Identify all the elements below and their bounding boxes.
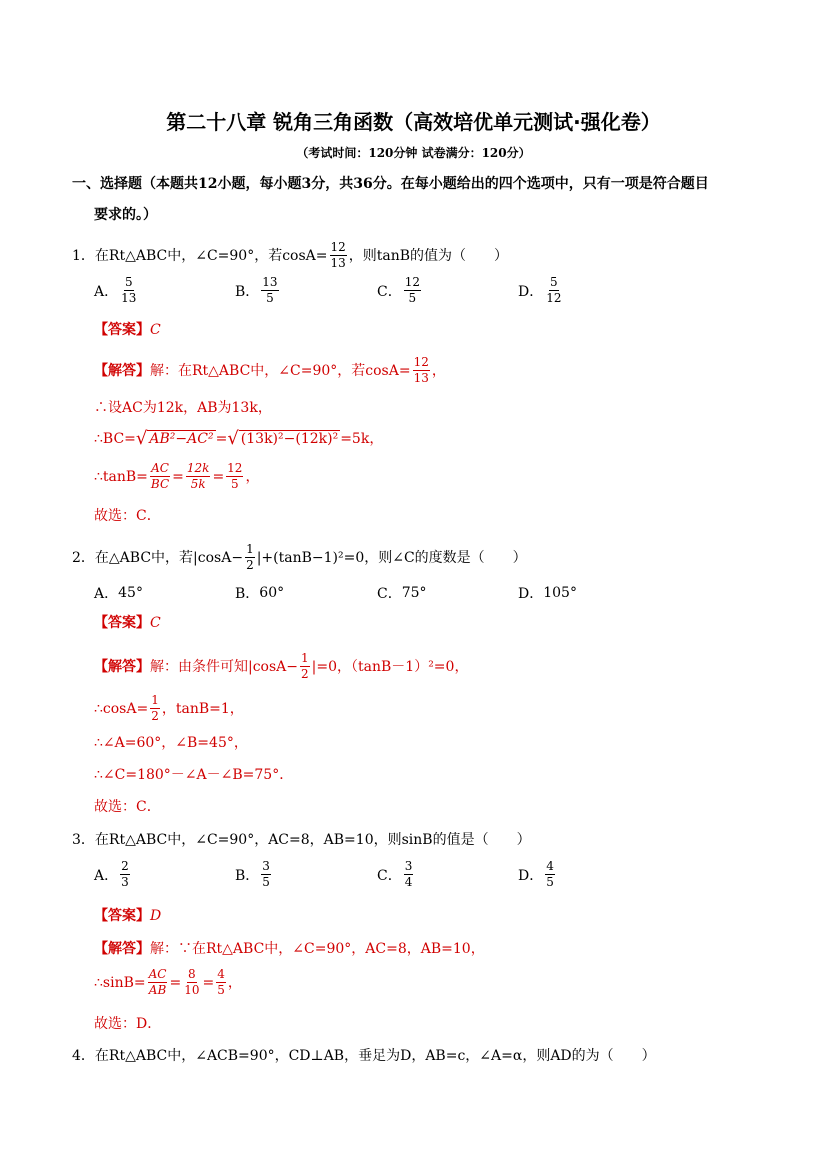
q1-option-c[interactable]	[377, 276, 423, 305]
option-label: C．	[377, 867, 402, 884]
solution-fraction	[186, 462, 211, 491]
q1-stem	[72, 241, 508, 270]
sqrt-sign: √	[227, 428, 239, 449]
solution-text: ，tanB=1，	[161, 700, 244, 717]
option-label: A．	[94, 586, 119, 602]
q2-option-d[interactable]	[518, 583, 577, 603]
sqrt-sign: √	[135, 428, 148, 449]
q3-conclusion: 故选：D．	[94, 1016, 162, 1032]
explain-tag: 【解答】	[94, 362, 150, 379]
frac-den: 12	[546, 291, 562, 305]
solution-text: 解：由条件可知|cosA−	[150, 658, 299, 675]
frac-num: 2	[121, 859, 129, 873]
frac-num: 12	[330, 240, 346, 254]
option-fraction	[261, 276, 278, 305]
sqrt-radicand: (13k)²−(12k)²	[240, 431, 339, 447]
solution-text: =5k，	[340, 431, 384, 447]
frac-num: 12k	[186, 461, 210, 475]
solution-fraction	[413, 356, 430, 385]
option-fraction	[120, 276, 137, 305]
solution-text: ，	[431, 362, 446, 379]
q3-solution-line1	[94, 940, 485, 958]
q1-solution-line1	[94, 356, 446, 385]
solution-text: ∴cosA=	[94, 700, 149, 717]
frac-num: 5	[550, 275, 558, 289]
answer-value: C	[150, 322, 161, 338]
answer-value: D	[150, 908, 162, 924]
q2-stem-part2: |+(tanB−1)²=0，则∠C的度数是（ ）	[256, 549, 527, 566]
solution-text: ，	[227, 974, 242, 991]
frac-num: 1	[301, 651, 309, 665]
option-label: B．	[235, 283, 260, 300]
explain-tag: 【解答】	[94, 658, 150, 675]
q1-stem-part1: 1．在Rt△ABC中，∠C=90°，若cosA=	[72, 247, 328, 264]
q2-stem-part1: 2．在△ABC中，若|cosA−	[72, 549, 244, 566]
frac-den: 5	[217, 983, 225, 997]
option-label: D．	[518, 586, 544, 602]
frac-den: 2	[151, 709, 159, 723]
q1-answer	[94, 321, 161, 339]
sqrt-expression	[136, 430, 216, 448]
frac-den: 3	[121, 875, 129, 889]
solution-text: ∴tanB=	[94, 468, 148, 485]
frac-num: 3	[404, 859, 413, 873]
q3-option-b[interactable]	[235, 860, 273, 889]
solution-text: ∴BC=	[94, 431, 136, 447]
frac-den: 2	[246, 558, 254, 572]
section-heading-cont: 要求的。）	[94, 207, 157, 223]
q3-option-d[interactable]	[518, 860, 557, 889]
solution-text: =	[169, 974, 182, 991]
solution-text: =	[212, 468, 225, 485]
q1-option-b[interactable]	[235, 276, 281, 305]
frac-den: 4	[404, 875, 413, 889]
q2-stem	[72, 543, 527, 572]
frac-den: 5	[262, 875, 270, 889]
frac-num: 3	[262, 859, 270, 873]
q1-conclusion: 故选：C．	[94, 508, 161, 524]
frac-den: 5	[230, 477, 239, 491]
frac-num: 12	[413, 355, 429, 369]
page-title: 第二十八章 锐角三角函数（高效培优单元测试·强化卷）	[166, 110, 661, 134]
option-fraction	[120, 860, 130, 889]
q3-answer	[94, 907, 161, 925]
frac-den: 13	[330, 256, 346, 270]
q1-option-a[interactable]	[94, 276, 139, 305]
q3-option-c[interactable]	[377, 860, 415, 889]
option-label: D．	[518, 283, 544, 300]
option-fraction	[404, 276, 421, 305]
frac-den: 5	[266, 291, 274, 305]
q1-solution-line2: ∴设AC为12k，AB为13k，	[94, 400, 272, 416]
frac-num: 5	[124, 275, 133, 289]
q1-solution-line3	[94, 430, 383, 448]
frac-den: 13	[121, 291, 137, 305]
option-text: 105°	[543, 585, 577, 601]
option-label: C．	[377, 283, 402, 300]
option-text: 60°	[259, 585, 285, 601]
frac-den: 13	[413, 371, 429, 385]
option-fraction	[404, 860, 414, 889]
frac-den: 5	[408, 291, 417, 305]
option-label: A．	[94, 867, 119, 884]
section-heading: 一、选择题（本题共12小题，每小题3分，共36分。在每小题给出的四个选项中，只有一项是符合题目	[72, 176, 709, 192]
frac-den: BC	[150, 477, 170, 491]
option-label: B．	[235, 867, 260, 884]
frac-num: 13	[262, 275, 278, 289]
solution-text: =	[215, 431, 228, 447]
q3-option-a[interactable]	[94, 860, 132, 889]
frac-den: 5	[546, 875, 554, 889]
solution-text: =	[172, 468, 184, 485]
sqrt-radicand: AB²−AC²	[149, 431, 214, 447]
q2-solution-line2	[94, 694, 244, 723]
q2-answer	[94, 614, 161, 632]
frac-den: 5k	[190, 477, 206, 491]
frac-num: 1	[151, 693, 159, 707]
q1-solution-line4	[94, 462, 259, 491]
q1-stem-fraction	[330, 241, 347, 270]
frac-num: 8	[188, 967, 196, 981]
q2-conclusion: 故选：C．	[94, 799, 161, 815]
solution-fraction	[150, 694, 160, 723]
solution-fraction	[183, 968, 200, 997]
q2-option-c[interactable]	[377, 583, 427, 603]
solution-fraction	[150, 462, 170, 491]
solution-text: 解：在Rt△ABC中，∠C=90°，若cosA=	[150, 362, 411, 379]
q3-solution-line2	[94, 968, 242, 997]
option-fraction	[261, 860, 271, 889]
solution-text: =	[202, 974, 215, 991]
answer-tag: 【答案】	[94, 908, 150, 924]
q4-stem: 4．在Rt△ABC中，∠ACB=90°，CD⊥AB，垂足为D，AB=c，∠A=α，则AD的为（ ）	[72, 1048, 656, 1064]
solution-text: ，	[245, 468, 260, 485]
q2-solution-line4: ∴∠C=180°－∠A－∠B=75°．	[94, 767, 294, 783]
option-label: A．	[94, 283, 119, 300]
option-label: B．	[235, 586, 260, 602]
option-text: 45°	[118, 585, 143, 601]
frac-num: 12	[404, 275, 420, 289]
solution-text: ∴sinB=	[94, 974, 146, 991]
frac-den: 10	[184, 983, 200, 997]
option-fraction	[545, 276, 562, 305]
frac-den: 2	[301, 667, 309, 681]
page-subtitle: （考试时间：120分钟 试卷满分：120分）	[296, 146, 531, 160]
frac-den: AB	[148, 983, 167, 997]
frac-num: AC	[151, 461, 169, 475]
solution-fraction	[216, 968, 226, 997]
answer-value: C	[150, 615, 161, 631]
q2-option-a[interactable]	[94, 583, 143, 603]
q2-option-b[interactable]	[235, 583, 284, 603]
q2-stem-fraction	[245, 543, 255, 572]
option-label: C．	[377, 586, 402, 602]
q1-stem-part2: ，则tanB的值为（ ）	[348, 247, 509, 264]
explain-tag: 【解答】	[94, 941, 150, 957]
frac-num: 1	[246, 542, 254, 556]
q1-option-d[interactable]	[518, 276, 565, 305]
frac-num: AC	[148, 967, 167, 981]
option-label: D．	[518, 867, 544, 884]
answer-tag: 【答案】	[94, 615, 150, 631]
frac-num: 4	[546, 859, 554, 873]
frac-num: 4	[217, 967, 225, 981]
solution-fraction	[148, 968, 168, 997]
option-text: 75°	[401, 585, 427, 601]
q2-solution-line1	[94, 652, 468, 681]
solution-text: 解：∵在Rt△ABC中，∠C=90°，AC=8，AB=10，	[150, 941, 485, 957]
answer-tag: 【答案】	[94, 322, 150, 338]
sqrt-expression	[227, 430, 340, 448]
solution-text: |=0，（tanB－1）²=0，	[311, 658, 469, 675]
q3-stem: 3．在Rt△ABC中，∠C=90°，AC=8，AB=10，则sinB的值是（ ）	[72, 832, 531, 848]
solution-fraction	[226, 462, 243, 491]
option-fraction	[545, 860, 555, 889]
solution-fraction	[300, 652, 310, 681]
frac-num: 12	[227, 461, 243, 475]
q2-solution-line3: ∴∠A=60°，∠B=45°，	[94, 735, 248, 751]
